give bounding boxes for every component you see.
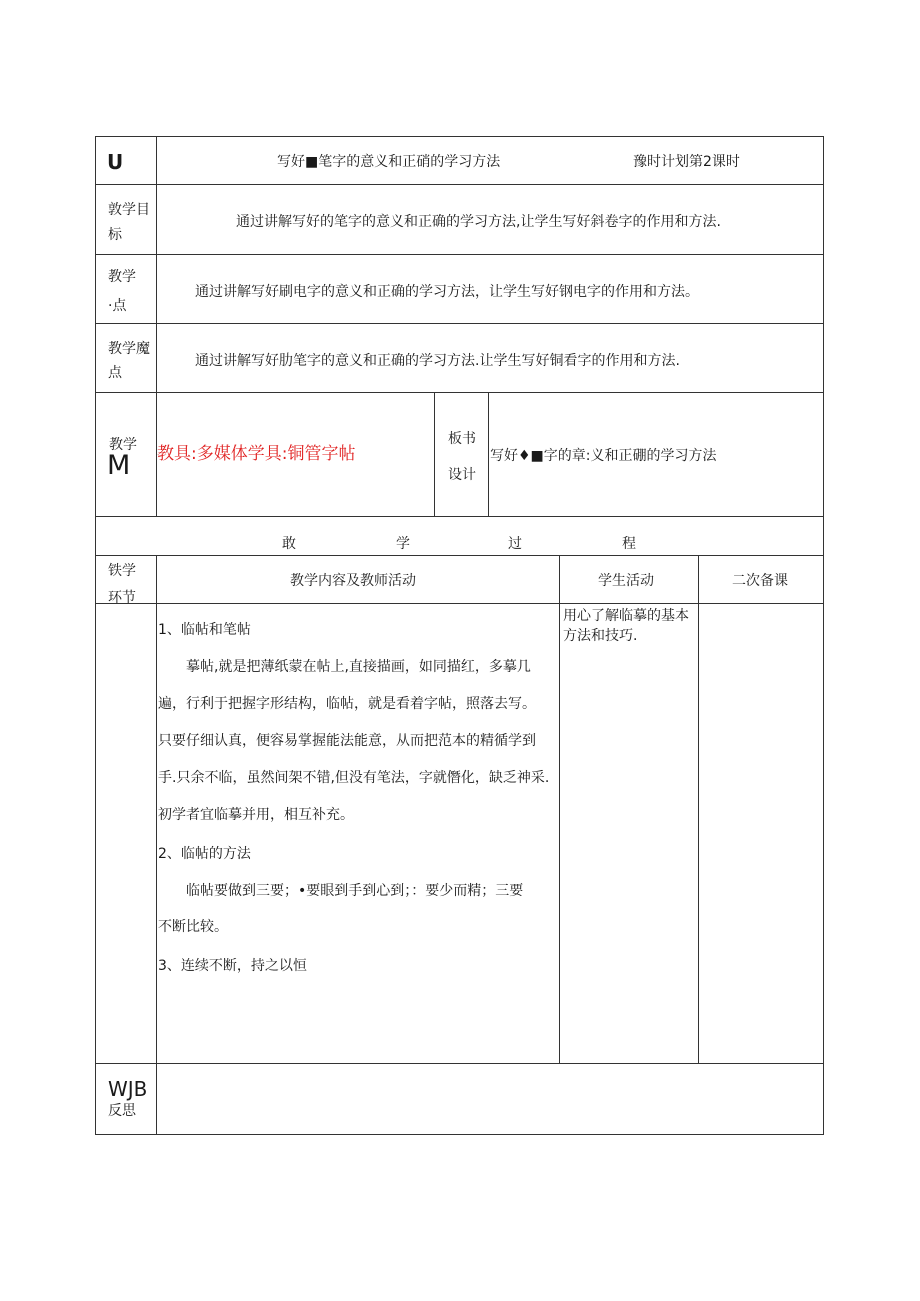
difficulty-label-2: 点 (108, 365, 122, 381)
board-text: 写好♦■字的章:义和正硼的学习方法 (490, 448, 717, 464)
content-line: 不断比较。 (158, 919, 228, 935)
key-point-label-2: ·点 (108, 298, 127, 314)
student-header: 学生活动 (598, 573, 654, 589)
section-heading-1: 1、临帖和笔帖 (158, 622, 251, 638)
process-char-2: 学 (396, 536, 410, 552)
second-prep-header: 二次备课 (732, 573, 788, 589)
reflection-label-big: WJB (108, 1077, 148, 1101)
tools-text: 教具:多媒体学具:铜管字帖 (157, 444, 356, 464)
content-line: 手.只余不临，虽然间架不错,但没有笔法，字就僭化，缺乏神采. (158, 770, 550, 786)
student-activity-line: 方法和技巧. (563, 628, 638, 644)
board-label: 板书 (448, 431, 476, 447)
content-line: 只要仔细认真，便容易掌握能法能意，从而把范本的精循学到 (158, 733, 536, 749)
content-line: 摹帖,就是把薄纸蒙在帖上,直接描画，如同描红，多摹几 (158, 659, 531, 675)
content-line: 临帖要做到三要；•要眼到手到心到；：要少而精；三要 (158, 883, 524, 899)
board-label-2: 设计 (448, 467, 476, 483)
content-line: 遍，行利于把握字形结构，临帖，就是看着字帖，照落去写。 (158, 696, 536, 712)
objective-text: 通过讲解写好的笔字的意义和正确的学习方法,让学生写好斜卷字的作用和方法. (236, 214, 721, 230)
process-char-1: 敢 (282, 536, 296, 552)
section-heading-2: 2、临帖的方法 (158, 846, 251, 862)
student-activity-line: 用心了解临摹的基本 (563, 608, 689, 624)
process-char-3: 过 (508, 536, 522, 552)
objective-label-2: 标 (108, 227, 122, 243)
stage-header: 铁学 (108, 563, 136, 579)
key-point-text: 通过讲解写好刷电字的意义和正确的学习方法，让学生写好钢电字的作用和方法。 (195, 284, 699, 300)
tools-label-big: M (107, 450, 131, 481)
stage-header-2: 环节 (108, 590, 136, 606)
content-line: 初学者宜临摹并用，相互补充。 (158, 807, 354, 823)
difficulty-label: 教学魔 (108, 341, 150, 357)
reflection-label: 反思 (108, 1103, 136, 1119)
lesson-title: 写好■笔字的意义和正硝的学习方法 (277, 154, 501, 170)
difficulty-text: 通过讲解写好肋笔字的意义和正确的学习方法.让学生写好铜看字的作用和方法. (195, 353, 680, 369)
lesson-schedule: 豫时计划第2课时 (633, 154, 740, 170)
tools-label: 教学 (109, 437, 137, 453)
process-char-4: 程 (622, 536, 636, 552)
content-header: 教学内容及教师活动 (290, 573, 416, 589)
header-mark: U (107, 150, 124, 174)
section-heading-3: 3、连续不断，持之以恒 (158, 958, 307, 974)
key-point-label: 教学 (108, 269, 136, 285)
objective-label: 敦学目 (108, 202, 150, 218)
